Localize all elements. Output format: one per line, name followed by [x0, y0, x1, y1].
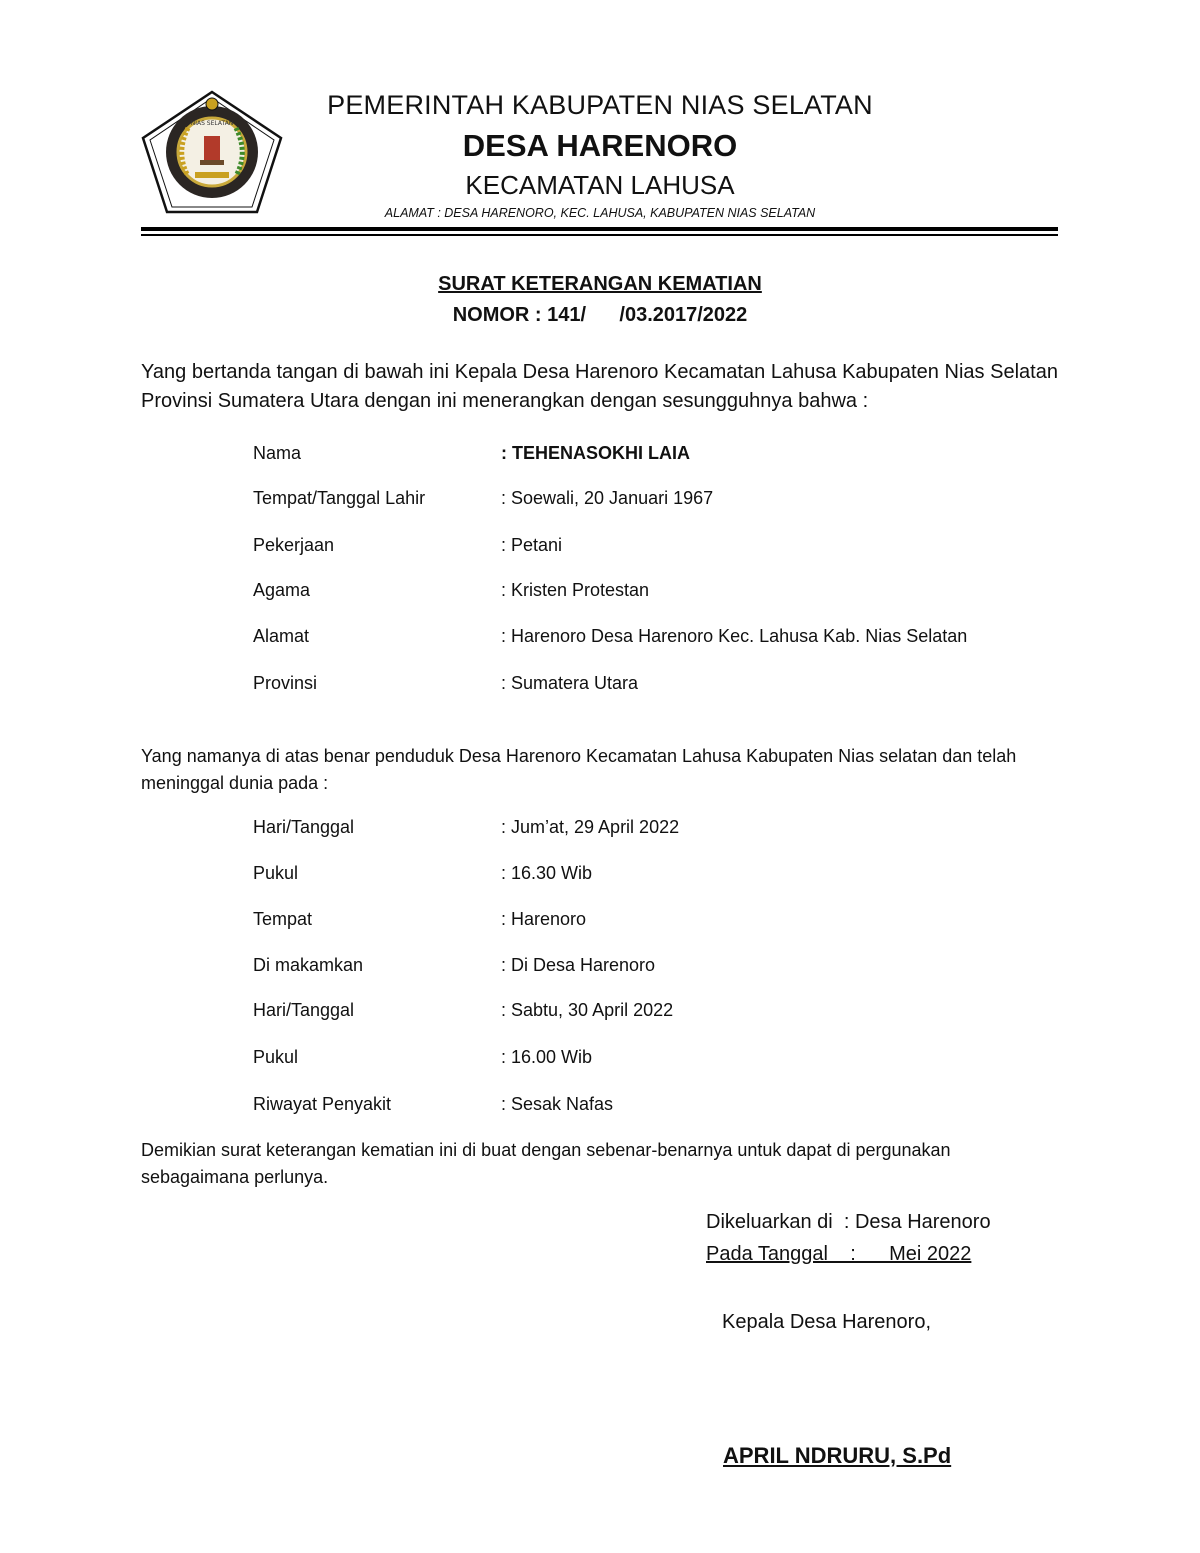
header-divider-thin — [141, 234, 1058, 236]
document-title: SURAT KETERANGAN KEMATIAN — [438, 273, 762, 295]
field-value: : Harenoro Desa Harenoro Kec. Lahusa Kab. Nias Selatan — [501, 626, 968, 646]
statement-paragraph: Yang namanya di atas benar penduduk Desa Harenoro Kecamatan Lahusa Kabupaten Nias selatan dan telah meninggal dunia pada : — [141, 746, 1017, 793]
field-label: Pekerjaan — [253, 535, 335, 555]
field-label: Nama — [253, 443, 302, 463]
death-row — [253, 863, 1053, 887]
identity-row — [253, 488, 1053, 512]
identity-row — [253, 626, 1053, 650]
field-value: : TEHENASOKHI LAIA — [501, 443, 690, 463]
field-label: Provinsi — [253, 673, 318, 693]
intro-paragraph: Yang bertanda tangan di bawah ini Kepala Desa Harenoro Kecamatan Lahusa Kabupaten Nias Selatan Provinsi Sumatera Utara dengan ini menerangkan dengan sesungguhnya bahwa : — [141, 361, 1058, 412]
identity-row — [253, 580, 1053, 604]
header-divider-thick — [141, 227, 1058, 231]
field-value: : 16.00 Wib — [501, 1047, 593, 1067]
death-row — [253, 955, 1053, 979]
issued-place: Dikeluarkan di : Desa Harenoro — [706, 1211, 991, 1233]
closing-paragraph: Demikian surat keterangan kematian ini di buat dengan sebenar-benarnya untuk dapat di pergunakan sebagaimana perlunya. — [141, 1140, 951, 1187]
header-village: DESA HARENORO — [462, 128, 738, 163]
village-logo — [140, 88, 285, 218]
death-row — [253, 817, 1053, 841]
field-label: Di makamkan — [253, 955, 364, 975]
field-label: Hari/Tanggal — [253, 1000, 355, 1020]
field-value: : Harenoro — [501, 909, 587, 929]
header-government: PEMERINTAH KABUPATEN NIAS SELATAN — [327, 90, 873, 120]
field-value: : Di Desa Harenoro — [501, 955, 656, 975]
field-value: : Soewali, 20 Januari 1967 — [501, 488, 714, 508]
identity-row — [253, 443, 1053, 467]
field-label: Riwayat Penyakit — [253, 1094, 392, 1114]
signatory-name: APRIL NDRURU, S.Pd — [723, 1443, 952, 1468]
field-label: Tempat — [253, 909, 313, 929]
field-value: : Sesak Nafas — [501, 1094, 614, 1114]
field-value: : Sabtu, 30 April 2022 — [501, 1000, 674, 1020]
field-value: : Petani — [501, 535, 563, 555]
field-value: : 16.30 Wib — [501, 863, 593, 883]
field-label: Pukul — [253, 1047, 299, 1067]
field-value: : Jum’at, 29 April 2022 — [501, 817, 680, 837]
issued-date: Pada Tanggal : Mei 2022 — [706, 1243, 972, 1265]
field-label: Tempat/Tanggal Lahir — [253, 488, 426, 508]
field-value: : Kristen Protestan — [501, 580, 650, 600]
field-label: Hari/Tanggal — [253, 817, 355, 837]
death-row — [253, 909, 1053, 933]
header-address: ALAMAT : DESA HARENORO, KEC. LAHUSA, KABUPATEN NIAS SELATAN — [384, 206, 816, 220]
identity-row — [253, 673, 1053, 697]
document-number: NOMOR : 141/ /03.2017/2022 — [452, 304, 748, 326]
death-row — [253, 1000, 1053, 1024]
death-row — [253, 1047, 1053, 1071]
field-label: Alamat — [253, 626, 310, 646]
death-row — [253, 1094, 1053, 1118]
header-district: KECAMATAN LAHUSA — [465, 170, 735, 200]
identity-row — [253, 535, 1053, 559]
field-label: Agama — [253, 580, 311, 600]
field-label: Pukul — [253, 863, 299, 883]
field-value: : Sumatera Utara — [501, 673, 639, 693]
svg-text:NIAS SELATAN: NIAS SELATAN — [190, 120, 234, 127]
signatory-position: Kepala Desa Harenoro, — [722, 1311, 932, 1333]
